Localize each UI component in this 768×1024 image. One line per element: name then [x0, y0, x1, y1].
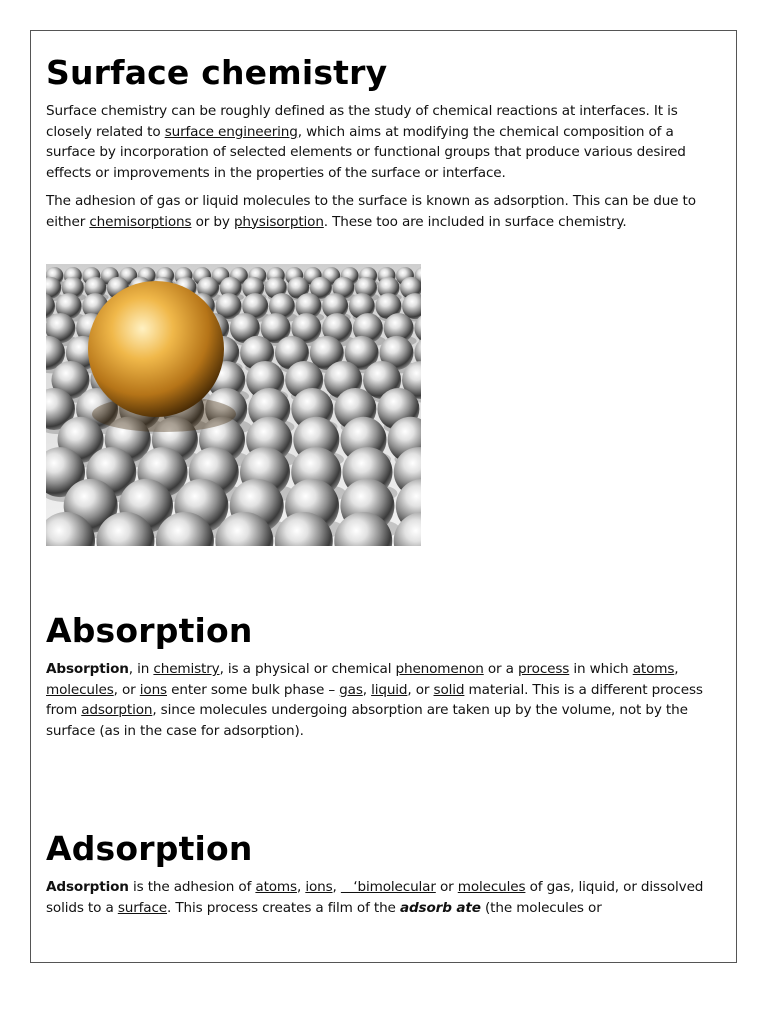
link-liquid[interactable]: liquid: [371, 681, 408, 698]
text: , or: [407, 681, 434, 698]
heading-adsorption: Adsorption: [46, 829, 253, 868]
gold-sphere: [88, 281, 224, 417]
link-adsorption[interactable]: adsorption: [81, 702, 153, 719]
heading-absorption: Absorption: [46, 611, 253, 650]
text: ,: [332, 879, 341, 895]
link-molecules[interactable]: molecules: [46, 681, 114, 698]
text: Surface chemistry can be roughly defined as the study of chemical reactions at interfaces. It is closely related to: [46, 103, 678, 140]
link-atoms[interactable]: atoms: [632, 661, 675, 677]
link-ions-2[interactable]: ions: [305, 879, 333, 895]
surface-paragraph-2: [46, 191, 726, 232]
text: , which aims at modifying the chemical composition of a surface by incorporation of selected elements or functional groups that produce various desired effects or improvements in the properties of the surface or interface.: [46, 123, 686, 181]
text: or by: [191, 213, 234, 230]
text: in which: [569, 661, 633, 677]
text: enter some bulk phase –: [167, 681, 340, 698]
link-atoms-2[interactable]: atoms: [255, 879, 297, 895]
term-absorption: Absorption: [46, 661, 129, 677]
link-molecules-2[interactable]: molecules: [457, 879, 526, 895]
link-bimolecular[interactable]: ‘bimolecular: [340, 879, 436, 895]
text: ,: [296, 879, 306, 895]
link-process[interactable]: process: [518, 661, 570, 677]
link-surface-engineering[interactable]: surface engineering: [164, 123, 298, 140]
text: ,: [674, 661, 679, 677]
text: , or: [113, 681, 140, 698]
link-chemistry[interactable]: chemistry: [153, 661, 220, 677]
term-adsorption: Adsorption: [46, 879, 129, 895]
text: ,: [362, 681, 372, 698]
adsorption-paragraph: [46, 877, 726, 918]
text: or: [435, 879, 458, 895]
term-adsorbate: adsorb ate: [399, 899, 481, 916]
link-surface[interactable]: surface: [117, 899, 168, 916]
absorption-paragraph: [46, 659, 726, 741]
link-solid[interactable]: solid: [433, 681, 465, 698]
text: (the molecules or: [480, 899, 602, 916]
surface-paragraph-1: [46, 101, 726, 183]
text: , is a physical or chemical: [219, 661, 396, 677]
link-physisorption[interactable]: physisorption: [233, 213, 324, 230]
link-gas[interactable]: gas: [339, 681, 363, 698]
link-phenomenon[interactable]: phenomenon: [395, 661, 484, 677]
text: , since molecules undergoing absorption are taken up by the volume, not by the surface (as in the case for adsorption).: [46, 702, 688, 739]
link-ions[interactable]: ions: [139, 681, 167, 698]
text: material. This is a different process from: [46, 681, 703, 719]
text: . These too are included in surface chemistry.: [323, 213, 627, 230]
link-chemisorptions[interactable]: chemisorptions: [89, 213, 192, 230]
document-page: [30, 30, 737, 963]
text: or a: [483, 661, 519, 677]
sphere-lattice-illustration-icon: [46, 264, 421, 546]
text: is the adhesion of: [128, 879, 256, 895]
text: , in: [128, 661, 154, 677]
text: . This process creates a film of the: [167, 899, 400, 916]
text: The adhesion of gas or liquid molecules to the surface is known as adsorption. This can be due to either: [46, 193, 696, 230]
sphere-lattice-image: [46, 264, 421, 546]
heading-surface-chemistry: Surface chemistry: [46, 53, 388, 92]
text: of gas, liquid, or dissolved solids to a: [46, 879, 704, 916]
